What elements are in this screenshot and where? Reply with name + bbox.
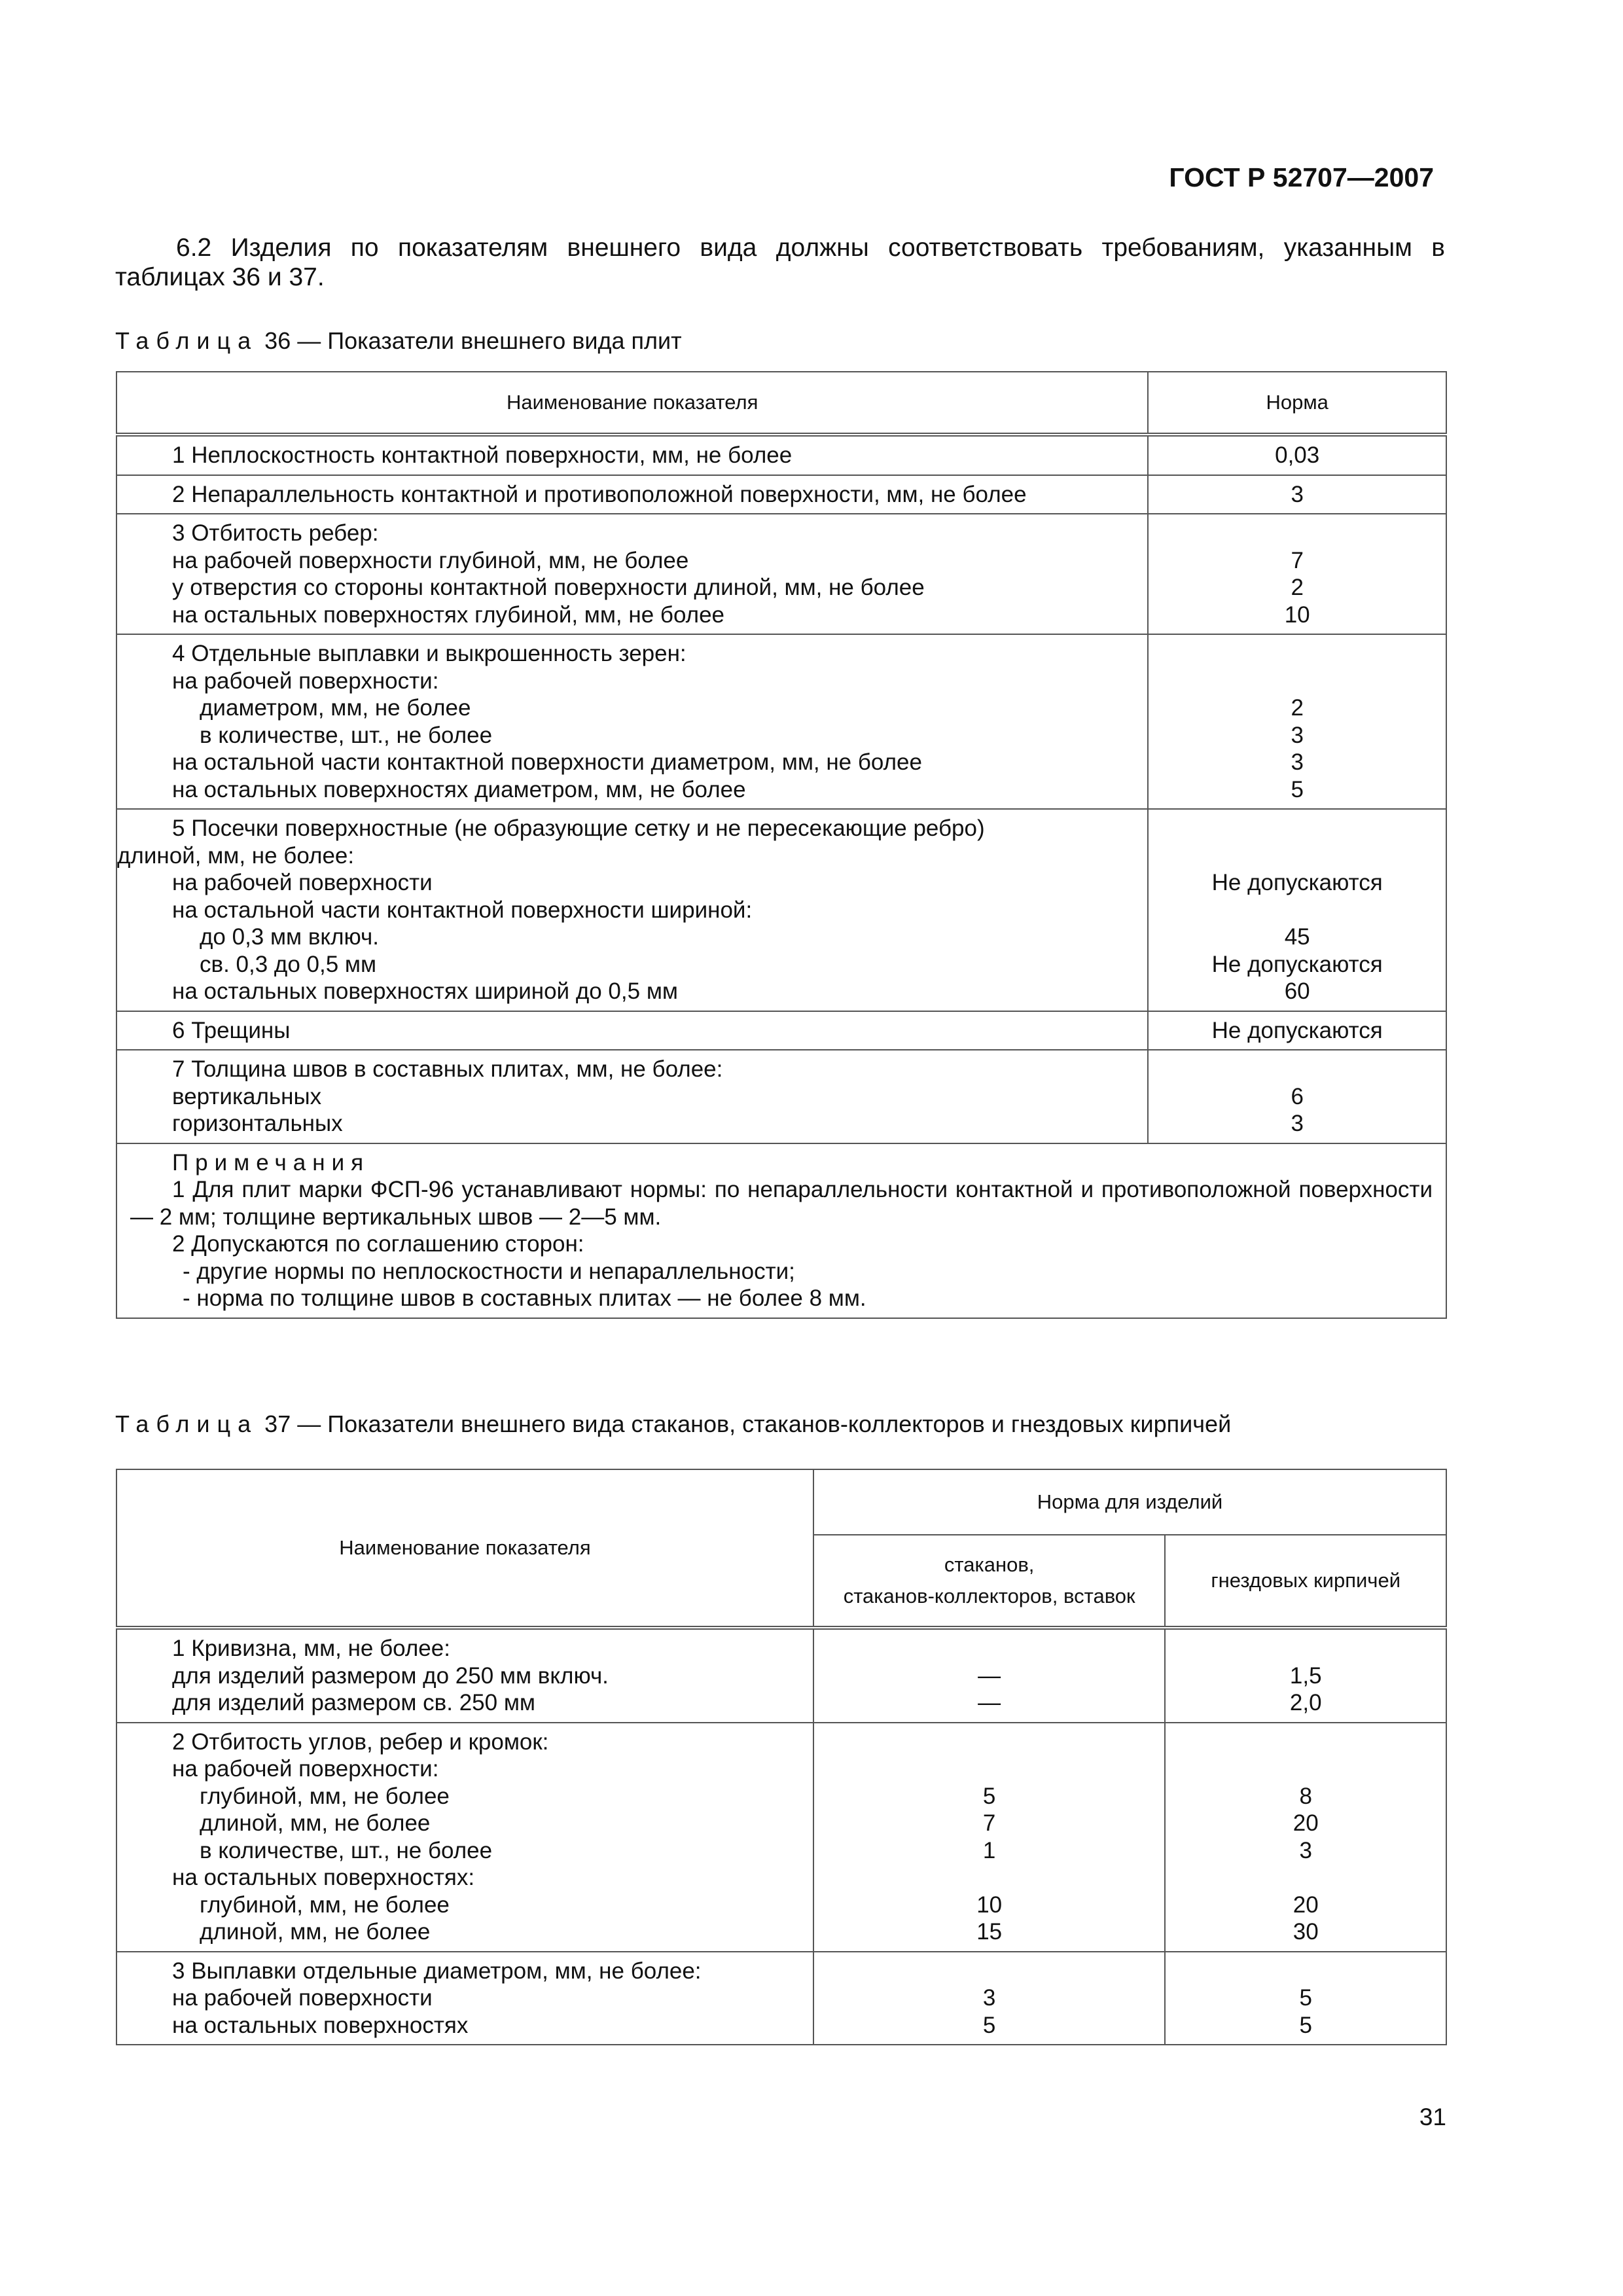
row-name-line: на рабочей поверхности bbox=[172, 1985, 433, 2011]
row-name-line: на остальных поверхностях диаметром, мм, не более bbox=[172, 776, 746, 802]
norm-value: 7 bbox=[1291, 547, 1304, 573]
row-name-line: 1 Неплоскостность контактной поверхности, мм, не более bbox=[172, 442, 793, 468]
norm-cell-nest-bricks bbox=[1165, 1723, 1446, 1952]
norm-value bbox=[1149, 1056, 1446, 1083]
norm-value: 20 bbox=[1293, 1810, 1319, 1836]
norm-value bbox=[1166, 1958, 1446, 1985]
row-name-line: для изделий размером до 250 мм включ. bbox=[172, 1662, 609, 1689]
column-header-cups-line-1: стаканов, bbox=[944, 1553, 1035, 1576]
notes-header: Примечания bbox=[172, 1149, 370, 1175]
norm-value: 5 bbox=[982, 2012, 996, 2038]
row-name-line: в количестве, шт., не более bbox=[200, 1837, 493, 1863]
row-name-cell bbox=[116, 1011, 1148, 1050]
norm-value: 5 bbox=[1291, 776, 1304, 802]
row-name-line: у отверстия со стороны контактной поверхности длиной, мм, не более bbox=[172, 575, 925, 600]
norm-cell-cups bbox=[813, 1952, 1165, 2045]
norm-value: 2 bbox=[1291, 695, 1304, 721]
table-36-caption-text: 36 — Показатели внешнего вида плит bbox=[264, 327, 682, 354]
table-row bbox=[116, 809, 1446, 1011]
norm-value bbox=[1149, 640, 1446, 668]
column-header-norm-group: Норма для изделий bbox=[813, 1469, 1446, 1535]
row-name-line: горизонтальных bbox=[172, 1111, 343, 1136]
norm-cell bbox=[1148, 514, 1446, 634]
norm-cell bbox=[1148, 1050, 1446, 1143]
norm-value bbox=[814, 1864, 1164, 1892]
table-row bbox=[116, 1628, 1446, 1723]
norm-value: 3 bbox=[1299, 1837, 1312, 1863]
norm-value bbox=[1149, 897, 1446, 924]
column-header-name: Наименование показателя bbox=[116, 1469, 813, 1628]
note-2-item-1: - другие нормы по неплоскостности и непараллельности; bbox=[183, 1258, 795, 1284]
page-number: 31 bbox=[1419, 2104, 1446, 2130]
column-header-cups bbox=[813, 1535, 1165, 1628]
norm-value: 1 bbox=[982, 1837, 996, 1863]
row-name-cell bbox=[116, 514, 1148, 634]
norm-cell bbox=[1148, 1011, 1446, 1050]
norm-value bbox=[1166, 1729, 1446, 1756]
table-row bbox=[116, 514, 1446, 634]
table-37 bbox=[116, 1469, 1447, 2045]
note-2: 2 Допускаются по соглашению сторон: bbox=[172, 1231, 584, 1257]
norm-cell-cups bbox=[813, 1723, 1165, 1952]
row-name-line: 4 Отдельные выплавки и выкрошенность зерен: bbox=[172, 641, 687, 666]
norm-value: 60 bbox=[1284, 978, 1310, 1004]
table-row bbox=[116, 1723, 1446, 1952]
row-name-line: на рабочей поверхности: bbox=[172, 668, 439, 694]
norm-value bbox=[1149, 668, 1446, 695]
norm-value: 5 bbox=[982, 1783, 996, 1809]
row-name-cell bbox=[116, 1723, 813, 1952]
norm-value: 45 bbox=[1284, 924, 1310, 950]
row-name-line: длиной, мм, не более: bbox=[117, 842, 355, 869]
row-name-line: на остальных поверхностях глубиной, мм, не более bbox=[172, 601, 724, 628]
intro-paragraph bbox=[115, 233, 1445, 292]
row-name-cell bbox=[116, 1628, 813, 1723]
column-header-cups-line-2: стаканов-коллекторов, вставок bbox=[843, 1585, 1135, 1607]
norm-value: 3 bbox=[1291, 722, 1304, 748]
intro-line-1: 6.2 Изделия по показателям внешнего вида должны соответствовать требованиям, указанным в bbox=[176, 234, 1445, 262]
norm-value: 20 bbox=[1293, 1892, 1319, 1918]
norm-cell-nest-bricks bbox=[1165, 1628, 1446, 1723]
table-row bbox=[116, 1011, 1446, 1050]
norm-cell bbox=[1148, 809, 1446, 1011]
table-37-caption-word: Таблица bbox=[115, 1410, 259, 1437]
row-name-line: в количестве, шт., не более bbox=[200, 722, 493, 748]
row-name-line: на остальных поверхностях: bbox=[172, 1865, 475, 1890]
row-name-cell bbox=[116, 634, 1148, 809]
column-header-nest-bricks: гнездовых кирпичей bbox=[1165, 1535, 1446, 1628]
table-37-caption-text: 37 — Показатели внешнего вида стаканов, стаканов-коллекторов и гнездовых кирпичей bbox=[264, 1410, 1232, 1437]
row-name-cell bbox=[116, 435, 1148, 475]
row-name-cell bbox=[116, 809, 1148, 1011]
table-36-notes bbox=[116, 1143, 1446, 1318]
norm-value bbox=[814, 1729, 1164, 1756]
norm-value bbox=[814, 1958, 1164, 1985]
row-name-line: длиной, мм, не более bbox=[200, 1919, 431, 1945]
norm-cell bbox=[1148, 475, 1446, 514]
norm-value: Не допускаются bbox=[1211, 870, 1383, 895]
norm-cell-nest-bricks bbox=[1165, 1952, 1446, 2045]
norm-value: 0,03 bbox=[1275, 442, 1320, 468]
norm-value: 8 bbox=[1299, 1783, 1312, 1809]
table-36-notes-row bbox=[116, 1143, 1446, 1318]
table-row bbox=[116, 634, 1446, 809]
row-name-line: на остальных поверхностях bbox=[172, 2012, 469, 2038]
column-header-name: Наименование показателя bbox=[116, 372, 1148, 435]
table-36-caption bbox=[115, 327, 682, 355]
intro-line-2: таблицах 36 и 37. bbox=[115, 263, 325, 291]
row-name-line: для изделий размером св. 250 мм bbox=[172, 1690, 535, 1715]
norm-value: Не допускаются bbox=[1211, 951, 1383, 977]
norm-value: 10 bbox=[976, 1892, 1003, 1918]
norm-value: 3 bbox=[1291, 1111, 1304, 1136]
norm-value bbox=[1166, 1864, 1446, 1892]
note-1: 1 Для плит марки ФСП-96 устанавливают нормы: по непараллельности контактной и противоположной поверхности — 2 мм; толщине вертикальных швов — 2—5 мм. bbox=[130, 1177, 1433, 1230]
norm-value bbox=[1149, 520, 1446, 547]
table-row bbox=[116, 435, 1446, 475]
norm-value: 15 bbox=[976, 1919, 1003, 1945]
norm-value: — bbox=[978, 1690, 1001, 1715]
norm-value: 10 bbox=[1284, 601, 1310, 628]
table-37-caption bbox=[115, 1410, 1231, 1438]
row-name-line: 3 Выплавки отдельные диаметром, мм, не более: bbox=[172, 1958, 702, 1984]
norm-value bbox=[814, 1635, 1164, 1662]
table-row bbox=[116, 1952, 1446, 2045]
row-name-line: на рабочей поверхности: bbox=[172, 1756, 439, 1782]
row-name-line: длиной, мм, не более bbox=[200, 1810, 431, 1836]
norm-value: 7 bbox=[982, 1810, 996, 1836]
norm-value: 6 bbox=[1291, 1083, 1304, 1109]
norm-value bbox=[814, 1755, 1164, 1783]
document-standard-number: ГОСТ Р 52707—2007 bbox=[1169, 162, 1434, 192]
norm-value: 5 bbox=[1299, 2012, 1312, 2038]
row-name-line: 3 Отбитость ребер: bbox=[172, 520, 379, 546]
norm-cell bbox=[1148, 634, 1446, 809]
row-name-line: на остальных поверхностях шириной до 0,5 мм bbox=[172, 978, 678, 1004]
table-36-caption-word: Таблица bbox=[115, 327, 259, 354]
table-36 bbox=[116, 371, 1447, 1319]
norm-cell-cups bbox=[813, 1628, 1165, 1723]
row-name-line: 5 Посечки поверхностные (не образующие сетку и не пересекающие ребро) bbox=[172, 816, 985, 841]
table-row bbox=[116, 475, 1446, 514]
row-name-line: до 0,3 мм включ. bbox=[200, 924, 380, 950]
norm-value: 1,5 bbox=[1289, 1662, 1322, 1689]
norm-value: 3 bbox=[1291, 481, 1304, 507]
norm-value bbox=[1149, 842, 1446, 870]
norm-value: 3 bbox=[982, 1985, 996, 2011]
row-name-line: глубиной, мм, не более bbox=[200, 1783, 450, 1809]
norm-value: 5 bbox=[1299, 1985, 1312, 2011]
row-name-cell bbox=[116, 475, 1148, 514]
norm-value: 2 bbox=[1291, 575, 1304, 600]
row-name-line: 7 Толщина швов в составных плитах, мм, не более: bbox=[172, 1056, 723, 1082]
norm-value bbox=[1166, 1635, 1446, 1662]
norm-value: Не допускаются bbox=[1211, 1017, 1383, 1043]
row-name-line: на остальной части контактной поверхности шириной: bbox=[172, 897, 753, 923]
norm-value bbox=[1166, 1755, 1446, 1783]
row-name-line: на остальной части контактной поверхности диаметром, мм, не более bbox=[172, 749, 922, 775]
row-name-line: на рабочей поверхности глубиной, мм, не более bbox=[172, 547, 689, 573]
norm-value: 3 bbox=[1291, 749, 1304, 775]
norm-value: — bbox=[978, 1662, 1001, 1689]
note-2-item-2: - норма по толщине швов в составных плитах — не более 8 мм. bbox=[183, 1285, 866, 1311]
norm-cell bbox=[1148, 435, 1446, 475]
table-row bbox=[116, 1050, 1446, 1143]
norm-value bbox=[1149, 815, 1446, 842]
row-name-cell bbox=[116, 1050, 1148, 1143]
row-name-line: 6 Трещины bbox=[172, 1017, 291, 1043]
row-name-cell bbox=[116, 1952, 813, 2045]
row-name-line: 2 Непараллельность контактной и противоположной поверхности, мм, не более bbox=[172, 481, 1027, 507]
row-name-line: 1 Кривизна, мм, не более: bbox=[172, 1636, 450, 1661]
row-name-line: глубиной, мм, не более bbox=[200, 1892, 450, 1918]
row-name-line: на рабочей поверхности bbox=[172, 870, 433, 895]
row-name-line: св. 0,3 до 0,5 мм bbox=[200, 951, 377, 977]
column-header-norm: Норма bbox=[1148, 372, 1446, 435]
norm-value: 30 bbox=[1293, 1919, 1319, 1945]
row-name-line: вертикальных bbox=[172, 1083, 322, 1109]
row-name-line: диаметром, мм, не более bbox=[200, 695, 471, 721]
row-name-line: 2 Отбитость углов, ребер и кромок: bbox=[172, 1729, 549, 1755]
norm-value: 2,0 bbox=[1289, 1690, 1322, 1715]
